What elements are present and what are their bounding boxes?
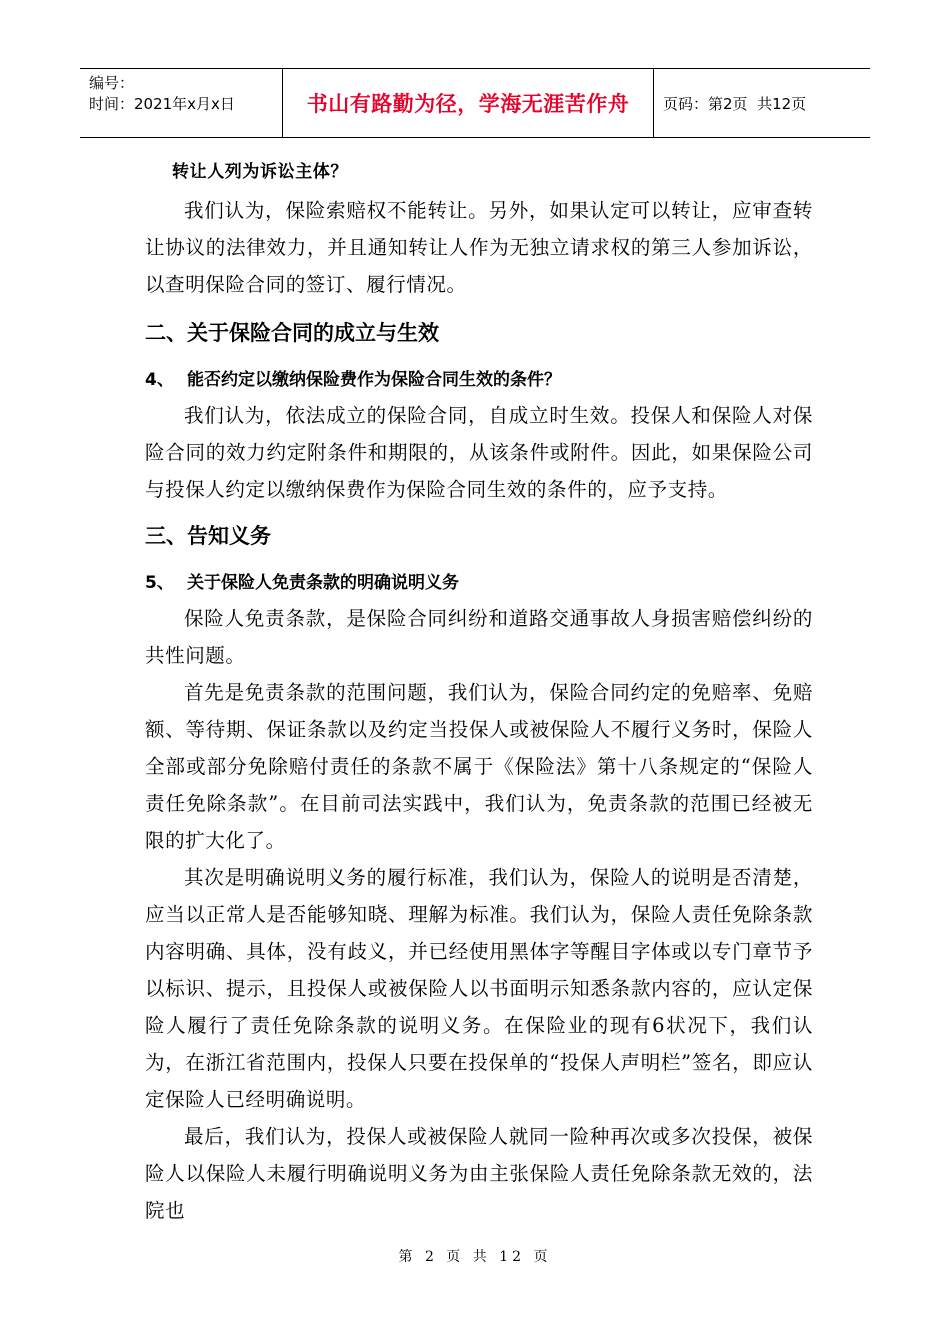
page-info-text: 页码：第2页 共12页	[663, 94, 807, 113]
item-title: 能否约定以缴纳保险费作为保险合同生效的条件？	[187, 370, 561, 390]
item-4-heading	[145, 363, 813, 397]
paragraph: 我们认为，依法成立的保险合同，自成立时生效。投保人和保险人对保险合同的效力约定附条件和期限的，从该条件或附件。因此，如果保险公司与投保人约定以缴纳保费作为保险合同生效的条件的，应予支持。	[145, 404, 813, 501]
paragraph: 首先是免责条款的范围问题，我们认为，保险合同约定的免赔率、免赔额、等待期、保证条款以及约定当投保人或被保险人不履行义务时，保险人全部或部分免除赔付责任的条款不属于《保险法》第十八条规定的“保险人责任免除条款”。在目前司法实践中，我们认为，免责条款的范围已经被无限的扩大化了。	[145, 681, 813, 852]
item-title: 关于保险人免责条款的明确说明义务	[187, 573, 459, 593]
item-number: 4、	[145, 370, 174, 390]
section-heading-3: 三、告知义务	[145, 524, 271, 548]
item-5-heading	[145, 566, 813, 600]
number-label: 编号：	[89, 74, 135, 92]
document-header	[80, 68, 870, 138]
paragraph: 最后，我们认为，投保人或被保险人就同一险种再次或多次投保，被保险人以保险人未履行明确说明义务为由主张保险人责任免除条款无效的，法院也	[145, 1125, 813, 1222]
item-number: 5、	[145, 573, 174, 593]
question-3-tail: 转让人列为诉讼主体？	[172, 162, 348, 182]
paragraph: 保险人免责条款，是保险合同纠纷和道路交通事故人身损害赔偿纠纷的共性问题。	[145, 607, 813, 667]
page-footer: 第 2 页 共 12 页	[398, 1249, 552, 1265]
document-body	[145, 152, 813, 1229]
paragraph: 我们认为，保险索赔权不能转让。另外，如果认定可以转让，应审查转让协议的法律效力，并且通知转让人作为无独立请求权的第三人参加诉讼，以查明保险合同的签订、履行情况。	[145, 199, 813, 296]
header-meta	[80, 69, 283, 137]
section-heading-2: 二、关于保险合同的成立与生效	[145, 321, 439, 345]
paragraph: 其次是明确说明义务的履行标准，我们认为，保险人的说明是否清楚，应当以正常人是否能够知晓、理解为标准。我们认为，保险人责任免除条款内容明确、具体，没有歧义，并已经使用黑体字等醒目字体或以专门章节予以标识、提示，且投保人或被保险人以书面明示知悉条款内容的，应认定保险人履行了责任免除条款的说明义务。在保险业的现有6状况下，我们认为，在浙江省范围内，投保人只要在投保单的“投保人声明栏”签名，即应认定保险人已经明确说明。	[145, 866, 813, 1111]
header-motto: 书山有路勤为径，学海无涯苦作舟	[283, 69, 654, 137]
time-label: 时间：2021年x月x日	[89, 95, 235, 113]
header-page-info	[654, 69, 870, 137]
